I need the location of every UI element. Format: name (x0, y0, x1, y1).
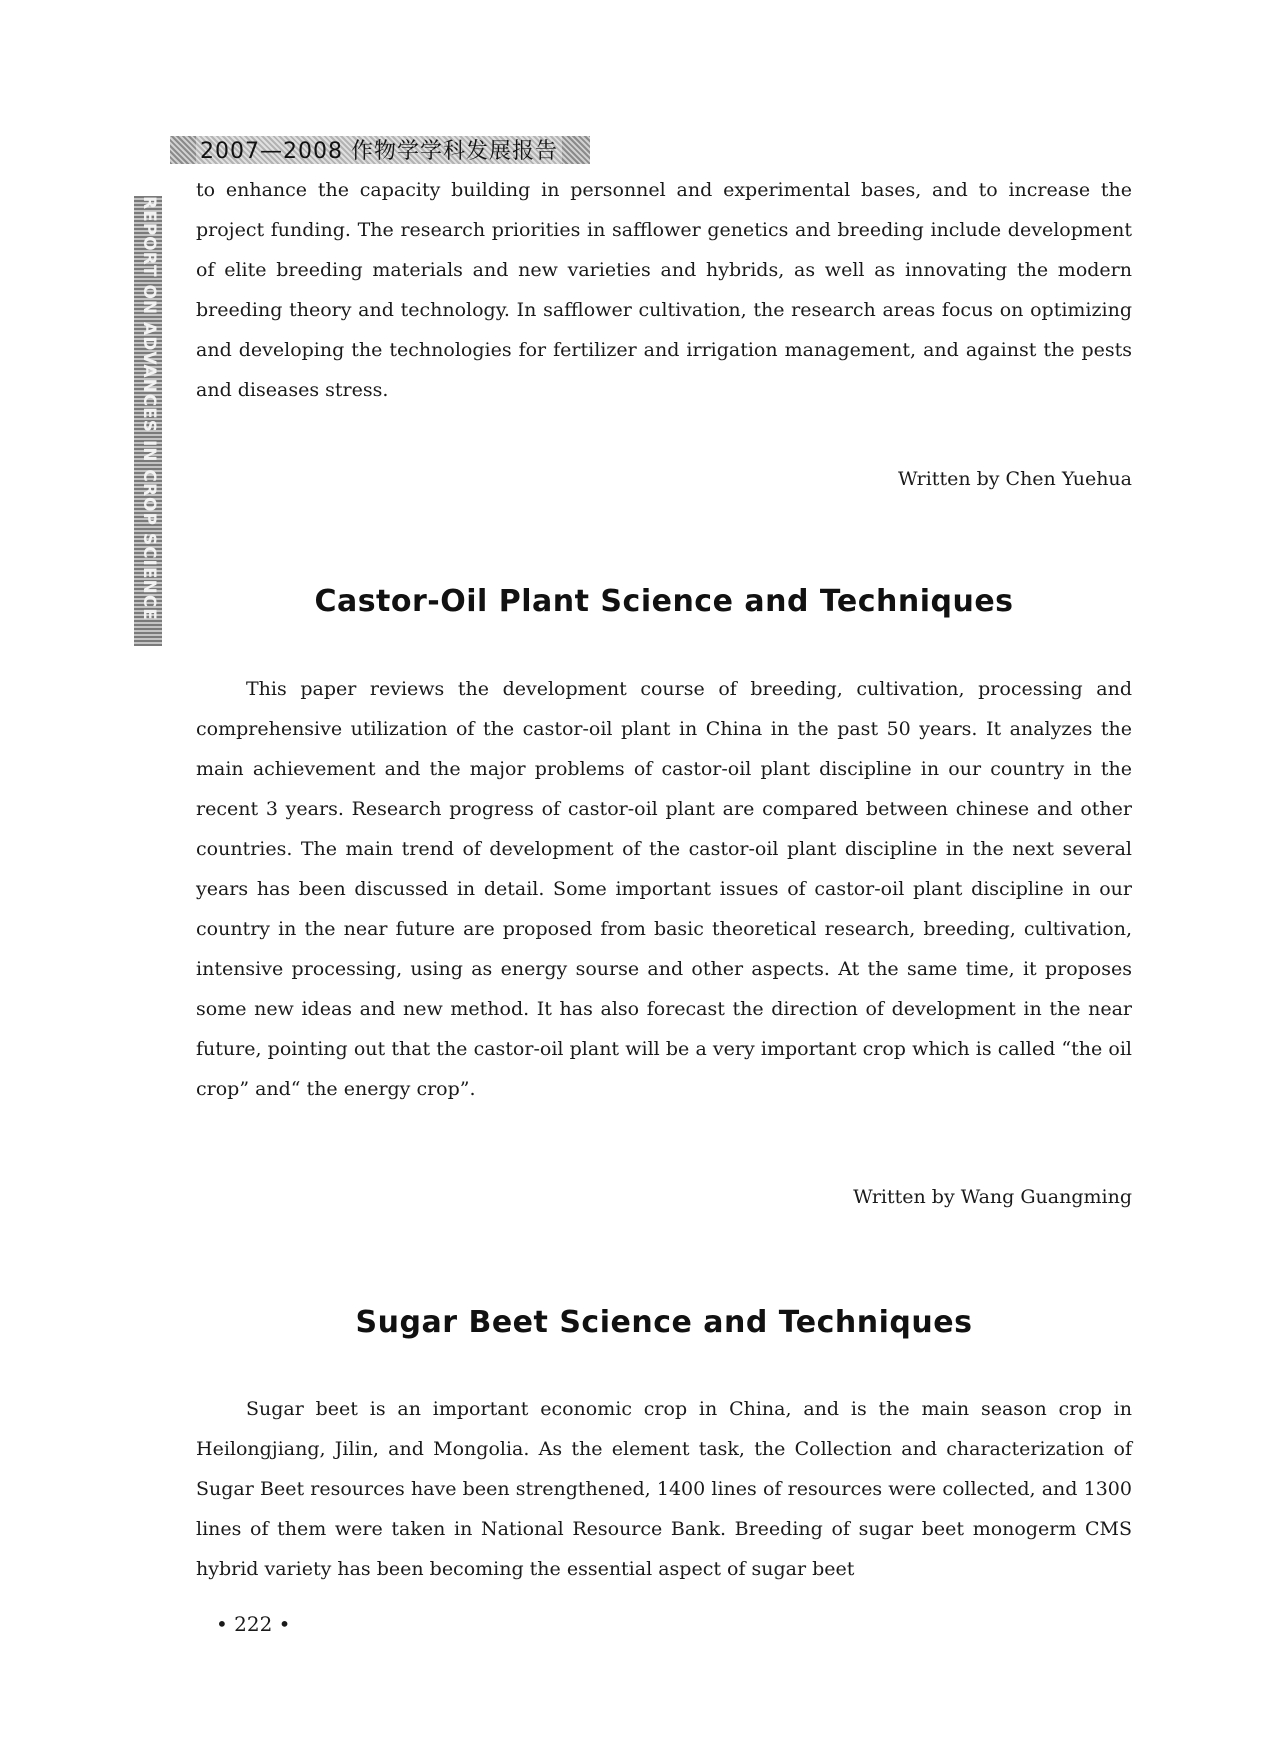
running-head: 2007—2008 作物学学科发展报告 (196, 134, 562, 165)
castor-section-title: Castor-Oil Plant Science and Techniques (314, 584, 1014, 619)
castor-paragraph: This paper reviews the development course of breeding, cultivation, processing and comprehensive utilization of the castor-oil plant in China in the past 50 years. It analyzes the main achievement and the major problems of castor-oil plant discipline in our country in the recent 3 years. Research progress of castor-oil plant are compared between chinese and other countries. The main trend of development of the castor-oil plant discipline in the next several years has been discussed in detail. Some important issues of castor-oil plant discipline in our country in the near future are proposed from basic theoretical research, breeding, cultivation, intensive processing, using as energy sourse and other aspects. At the same time, it proposes some new ideas and new method. It has also forecast the direction of development in the near future, pointing out that the castor-oil plant will be a very important crop which is called “the oil crop” and“ the energy crop”. (196, 678, 1132, 1100)
sugar-beet-section (196, 1389, 1132, 1589)
sugar-beet-paragraph: Sugar beet is an important economic crop in China, and is the main season crop in Heilongjiang, Jilin, and Mongolia. As the element task, the Collection and characterization of Sugar Beet resources have been strengthened, 1400 lines of resources were collected, and 1300 lines of them were taken in National Resource Bank. Breeding of sugar beet monogerm CMS hybrid variety has been becoming the essential aspect of sugar beet (196, 1398, 1132, 1580)
castor-section (196, 669, 1132, 1109)
sugar-beet-section-title: Sugar Beet Science and Techniques (355, 1305, 973, 1340)
side-label: REPORT ON ADVANCES IN CROP SCIENCE (139, 196, 159, 621)
safflower-paragraph: to enhance the capacity building in personnel and experimental bases, and to increase the project funding. The research priorities in safflower genetics and breeding include development of elite breeding materials and new varieties and hybrids, as well as innovating the modern breeding theory and technology. In safflower cultivation, the research areas focus on optimizing and developing the technologies for fertilizer and irrigation management, and against the pests and diseases stress. (196, 179, 1132, 401)
page-number: • 222 • (216, 1612, 291, 1636)
safflower-section (196, 170, 1132, 410)
safflower-byline: Written by Chen Yuehua (897, 468, 1132, 490)
castor-byline: Written by Wang Guangming (853, 1186, 1132, 1208)
